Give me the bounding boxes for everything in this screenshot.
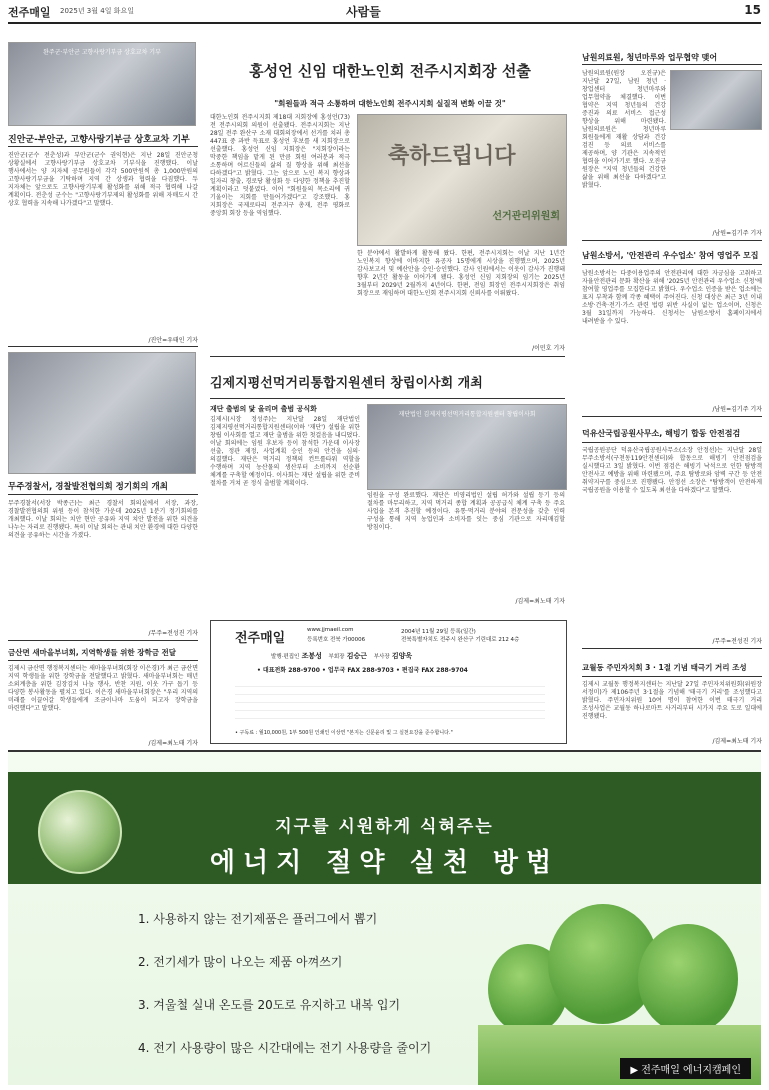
ad-banner bbox=[8, 772, 761, 884]
divider bbox=[582, 240, 762, 241]
article-body: 김제시 금산면 행정복지센터는 새마을부녀회(회장 이은경)가 최근 금산면 지역 학생들을 위한 장학금을 전달했다고 밝혔다. 새마을부녀회는 매년 소외계층을 위한 김장김치 나눔 행사, 반찬 지원, 이웃 가구 돕기 등 다양한 봉사활동을 펼치고 있다. 이은경 새마을부녀회장은 "우리 지역의 미래를 이끌어갈 학생들에게 조금이나마 도움이 되고자 장학금을 마련했다"고 말했다. bbox=[8, 665, 199, 712]
masthead-staff bbox=[271, 651, 412, 661]
article-photo bbox=[8, 42, 196, 126]
divider bbox=[582, 442, 762, 443]
divider bbox=[582, 676, 762, 677]
article-headline: 덕유산국립공원사무소, 해빙기 합동 안전점검 bbox=[582, 429, 741, 438]
photo-sign-text: 선거관리위원회 bbox=[492, 211, 560, 222]
article-headline: 남원의료원, 청년마루와 업무협약 맺어 bbox=[582, 53, 718, 62]
photo-banner-text: 축하드립니다 bbox=[388, 144, 516, 169]
lead-photo bbox=[357, 114, 567, 246]
article-body-left: 김제시(시장 정성주)는 지난달 28일 재단법인 김제지평선먹거리통합지원센터(이하 '재단') 설립을 위한 창립 이사회를 열고 재단 출범을 위한 첫걸음을 내디뎠다. 이날 회의에는 임원 후보자 등이 참석한 가운데 이사장 선출, 정관 제정, 사업계획 승인 등의 안건을 심의·의결했다. 재단은 먹거리 정책의 컨트롤타워 역할을 수행하며 지역 농산물의 생산부터 소비까지 선순환 체계를 구축할 예정이다. 이사회는 재단 설립을 위한 준비 절차를 거쳐 곧 정식 출범할 계획이다. bbox=[210, 416, 360, 487]
article-headline: 교월동 주민자치회 3 · 1절 기념 태극기 거리 조성 bbox=[582, 663, 747, 672]
issue-date: 2025년 3월 4일 화요일 bbox=[60, 7, 134, 15]
divider bbox=[582, 648, 762, 649]
photo-banner-text: 완주군·부안군 고향사랑기부금 상호교차 기부 bbox=[43, 49, 161, 56]
divider bbox=[8, 346, 198, 347]
article-body-right: 임원을 구성 완료했다. 재단은 비영리법인 설립 허가와 설립 등기 등의 절차를 마무리하고, 지역 먹거리 종합 계획과 공공급식 체계 구축 등 주요 사업을 본격 추진할 예정이다. 유통·먹거리 분야의 전문성을 갖춘 인력 구성을 통해 지역 농업인과 소비자를 잇는 중심 기관으로 자리매김할 방침이다. bbox=[367, 492, 565, 531]
article-body-cont bbox=[582, 130, 762, 200]
page-header bbox=[8, 0, 761, 24]
lead-body-left: 대한노인회 전주시지회 제18대 지회장에 홍성언(73) 전 전주시의회 의원이 선출됐다. 전주시지회는 지난 28일 전주 완산구 소재 대회의장에서 선거를 치러 총 447표 중 과반 득표로 홍성언 후보를 새 지회장으로 선출했다. 홍성언 신임 지회장은 "지회장이라는 막중한 책임을 맡게 된 만큼 회원 여러분과 적극 소통하며 어르신들의 삶의 질 향상을 위해 최선을 다하겠다"고 밝혔다. 그는 앞으로 노인 복지 향상과 일자리 창출, 경로당 활성화 등 다양한 정책을 추진할 계획이라고 덧붙였다. 이어 "회원들의 목소리에 귀 기울이는 지회를 만들어가겠다"고 강조했다. 홍 지회장은 국제로타리 전주지구 총재, 전주 평화로 중앙회 회장 등을 역임했다. bbox=[210, 114, 350, 217]
page-number: 15 bbox=[744, 3, 761, 17]
energy-campaign-ad bbox=[8, 750, 761, 1085]
article-byline: /김제=최노태 기자 bbox=[712, 738, 762, 745]
tip-item: 4. 전기 사용량이 많은 시간대에는 전기 사용량을 줄이기 bbox=[138, 1041, 432, 1055]
editor-label: 부사장 bbox=[373, 654, 390, 660]
article-body: 국립공원공단 덕유산국립공원사무소(소장 안정선)는 지난달 28일 무주소방서(구천동119안전센터)와 합동으로 해빙기 안전점검을 실시했다고 3일 밝혔다. 이번 점검은 해빙기 낙석으로 인한 탐방객 안전사고 예방을 위해 마련됐으며, 주요 탐방로와 암벽 구간 등 안전 취약지구를 중심으로 진행됐다. 안정선 소장은 "탐방객이 안전하게 국립공원을 이용할 수 있도록 최선을 다하겠다"고 말했다. bbox=[582, 447, 762, 494]
forest-illustration bbox=[478, 884, 761, 1085]
article-photo bbox=[367, 404, 567, 490]
vice-name: 김승근 bbox=[346, 652, 368, 660]
article-body: 김제시 교월동 행정복지센터는 지난달 27일 주민자치위원회(위원장 서정미)가 제106주년 3·1절을 기념해 '태극기 거리'를 조성했다고 밝혔다. 주민자치위원 10여 명이 참여한 이번 태극기 거리 조성사업은 교월동 하나로마트 사거리부터 시가지 주요 도로 일대에 진행됐다. bbox=[582, 681, 762, 720]
tip-item: 3. 겨울철 실내 온도를 20도로 유지하고 내복 입기 bbox=[138, 998, 401, 1012]
ad-tagline: 지구를 시원하게 식혀주는 bbox=[275, 817, 494, 837]
tree-icon bbox=[638, 924, 738, 1034]
ad-title: 에너지 절약 실천 방법 bbox=[209, 848, 560, 878]
paper-name: 전주매일 bbox=[8, 6, 51, 19]
masthead-url: www.jjmaeil.com bbox=[307, 627, 354, 633]
article-byline: /남원=김기주 기자 bbox=[712, 230, 762, 237]
publisher-label: 발행·편집인 bbox=[271, 654, 300, 660]
article-body: 진안군(군수 전춘성)과 부안군(군수 권익현)은 지난 28일 진안군청 상황실에서 고향사랑기부금 상호교차 기부식을 진행했다. 이날 행사에서는 양 지자체 공무원들이 각각 500만원씩 총 1,000만원의 고향사랑기부금을 기탁하며 지역 간 상생과 협력을 다짐했다. 두 지자체는 앞으로도 고향사랑기부제 활성화를 위해 적극 협력해 나갈 계획이다. 전춘성 군수는 "고향사랑기부제의 활성화를 위해 자매도시 간 상호 협력을 지속해 나가겠다"고 말했다. bbox=[8, 152, 198, 207]
article-body: 남원의료원(원장 오진규)은 지난달 27일, 남원 청년 · 창업센터 청년마루와 업무협약을 체결했다. 이번 협약은 지역 청년들의 건강 증진과 의료 서비스 접근성 향상을 위해 마련됐다. 남원의료원은 청년마루 회원들에게 재활 상담과 건강 검진 등 의료 서비스를 제공하며, 양 기관은 지속적인 협력을 이어가기로 했다. 오진규 원장은 "지역 청년들의 건강한 삶을 위해 최선을 다하겠다"고 밝혔다. bbox=[582, 70, 666, 189]
masthead-bureaus bbox=[235, 679, 545, 725]
divider bbox=[8, 660, 198, 661]
campaign-label: ▶ 전주매일 에너지캠페인 bbox=[620, 1058, 751, 1079]
masthead-founded: 2004년 11월 29일 등록(일간) bbox=[401, 629, 476, 635]
lead-headline: 홍성언 신임 대한노인회 전주시지회장 선출 bbox=[249, 62, 531, 80]
divider bbox=[582, 264, 762, 265]
article-headline: 남원소방서, '안전관리 우수업소' 참여 영업주 모집 bbox=[582, 251, 759, 260]
article-photo bbox=[8, 352, 196, 474]
section-title: 사람들 bbox=[346, 5, 381, 19]
lead-body-right: 한 분야에서 활발하게 활동해 왔다. 한편, 전주시지회는 이날 지난 1년간 노인복지 향상에 이바지한 유공자 15명에게 시상을 진행했으며, 2025년 감사보고서 및 예산안을 승인·승인했다. 감사 인원에서는 이웃이 감사가 진행돼 향후 2년간 활동을 이어가게 됐다. 홍성언 신임 지회장의 임기는 2025년 3월부터 2029년 2월까지 4년이다. 한편, 전임 회장인 전주시지회장은 취임 회장으로 재임하며 대한노인회 전주시지회 신뢰사를 이뤄왔다. bbox=[357, 250, 565, 297]
lead-byline: /이민호 기자 bbox=[532, 345, 565, 352]
article-byline: /남원=김기주 기자 bbox=[712, 406, 762, 413]
tip-item: 1. 사용하지 않는 전기제품은 플러그에서 뽑기 bbox=[138, 912, 378, 926]
tip-item: 2. 전기세가 많이 나오는 제품 아껴쓰기 bbox=[138, 955, 343, 969]
article-headline: 금산면 새마을부녀회, 지역학생들 위한 장학금 전달 bbox=[8, 648, 177, 657]
lead-subhead: "회원들과 적극 소통하며 대한노인회 전주시지회 실질적 변화 이끌 것" bbox=[274, 99, 506, 108]
vice-label: 부회장 bbox=[328, 654, 345, 660]
masthead-registration: 등록번호 전북 가00006 bbox=[307, 637, 366, 643]
tips-list bbox=[138, 910, 431, 1082]
divider bbox=[8, 146, 198, 147]
article-byline: /김제=최노태 기자 bbox=[148, 740, 198, 747]
publisher-name: 조봉성 bbox=[301, 652, 322, 660]
article-byline: /무주=전성진 기자 bbox=[712, 638, 762, 645]
photo-banner-text: 재단법인 김제지평선먹거리통합지원센터 창립이사회 bbox=[398, 411, 536, 418]
divider bbox=[210, 356, 565, 357]
article-byline: /김제=최노태 기자 bbox=[515, 598, 565, 605]
masthead-footer: • 구독료 : 월10,000원, 1부 500원 인쇄인 이상연 "본지는 신문윤리 및 그 실천요강을 준수합니다." bbox=[235, 730, 453, 736]
article-byline: /진안=우태인 기자 bbox=[148, 337, 198, 344]
article-body: 무주경찰서(서장 박종근)는 최근 경찰서 회의실에서 서장, 과장, 경찰발전협의회 위원 등이 참석한 가운데 2025년 1분기 정기회의를 개최했다. 이날 회의는 치안 현안 공유와 지역 치안 발전을 위한 의견을 나누는 자리로 진행됐다. 특히 이날 회의는 관내 치안 환경에 대한 다양한 의견을 공유하는 시간을 가졌다. bbox=[8, 500, 198, 539]
editor-name: 김양욱 bbox=[391, 652, 413, 660]
article-photo bbox=[670, 70, 762, 130]
masthead-box bbox=[210, 620, 567, 744]
masthead-contacts: • 대표전화 288-9700 • 업무국 FAX 288-9703 • 편집국 FAX 288-9704 bbox=[257, 667, 468, 674]
masthead-address: 전북특별자치도 전주시 완산구 기린대로 212 4층 bbox=[401, 637, 520, 643]
divider bbox=[582, 416, 762, 417]
article-byline: /무주=전성진 기자 bbox=[148, 630, 198, 637]
article-subhead: 재단 출범의 닻 올리며 출범 공식화 bbox=[210, 405, 317, 413]
article-headline: 무주경찰서, 경찰발전협의회 정기회의 개최 bbox=[8, 482, 168, 492]
divider bbox=[582, 64, 762, 65]
article-headline: 진안군-부안군, 고향사랑기부금 상호교차 기부 bbox=[8, 135, 190, 145]
article-body: 남원소방서는 다중이용업주의 안전관리에 대한 자긍심을 고취하고 자율안전관리 문화 확산을 위해 '2025년 안전관리 우수업소 신청'에 참여할 영업주를 모집한다고 밝혔다. 우수업소 인증을 받은 업소에는 표지 부착과 함께 각종 혜택이 주어진다. 신청 대상은 최근 3년 이내 소방·건축·전기·가스 관련 법령 위반 사실이 없는 업소이며, 신청은 3월 31일까지 가능하다. 신청서는 남원소방서 홈페이지에서 내려받을 수 있다. bbox=[582, 270, 762, 325]
masthead-name: 전주매일 bbox=[235, 631, 286, 646]
divider bbox=[8, 494, 198, 495]
divider bbox=[210, 398, 565, 399]
article-headline: 김제지평선먹거리통합지원센터 창립이사회 개최 bbox=[210, 376, 483, 391]
divider bbox=[8, 640, 198, 641]
